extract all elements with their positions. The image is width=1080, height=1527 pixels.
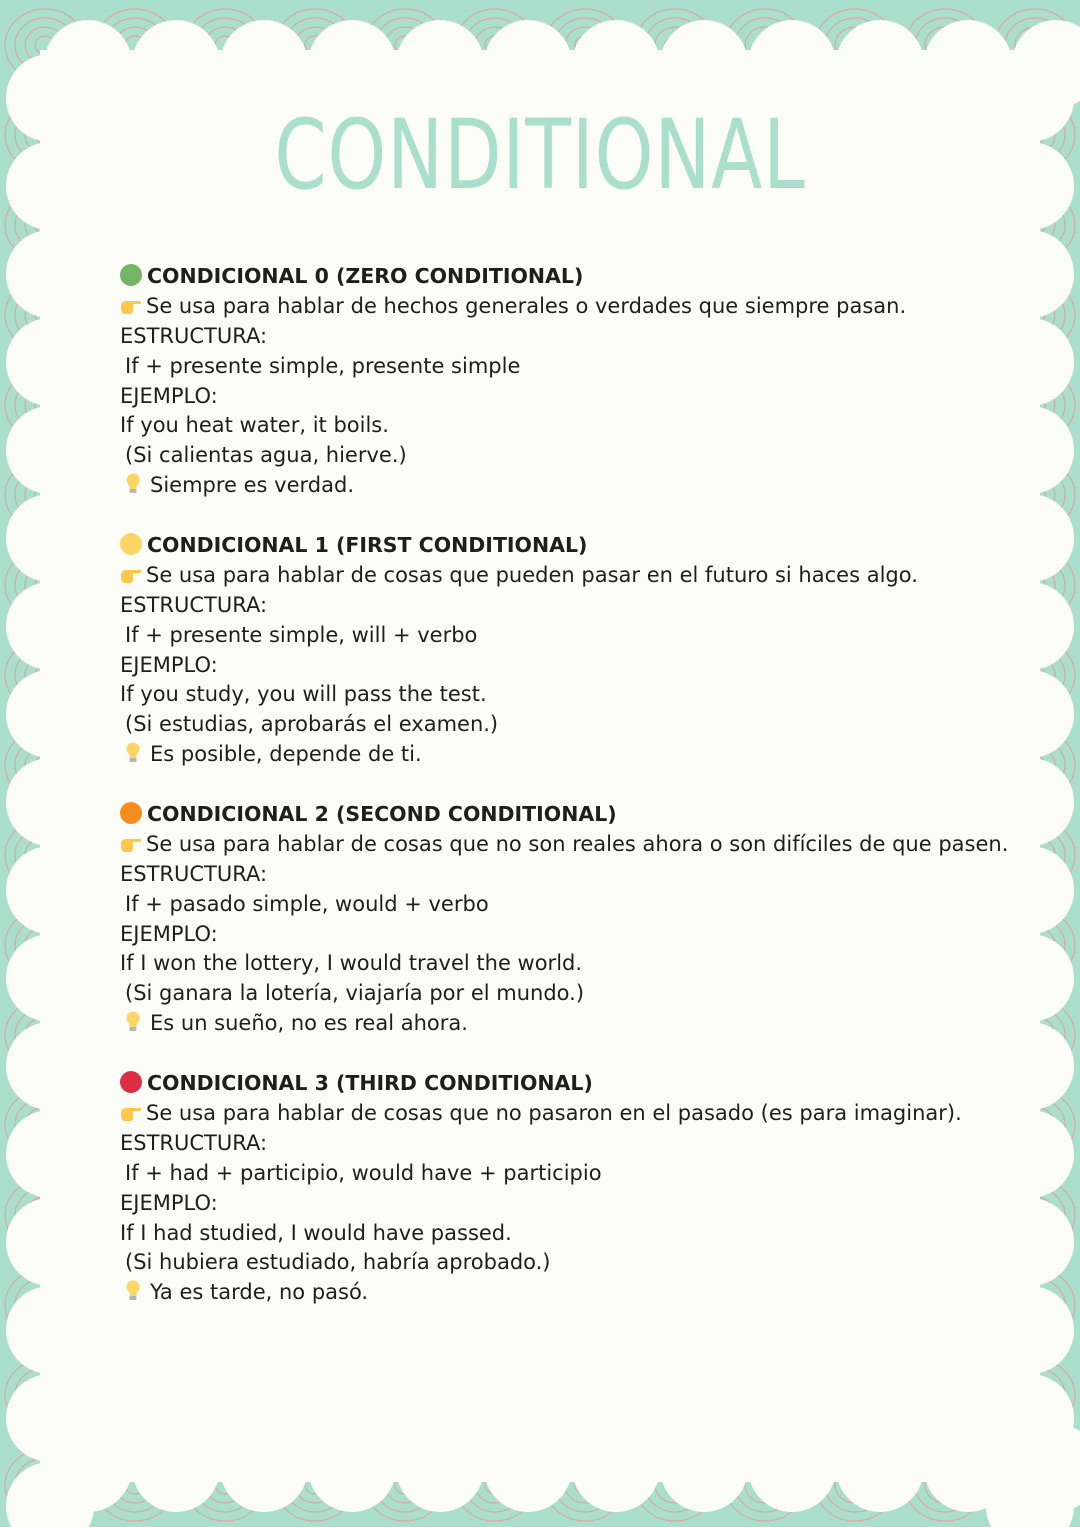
tip-line: Ya es tarde, no pasó.: [120, 1278, 1020, 1308]
example-label: EJEMPLO:: [120, 921, 218, 946]
example-sentence: If I won the lottery, I would travel the world.: [120, 951, 583, 976]
structure-label: ESTRUCTURA:: [120, 861, 268, 886]
section-heading: CONDICIONAL 2 (SECOND CONDITIONAL): [120, 800, 1020, 830]
pointing-hand-icon: [120, 1104, 142, 1122]
tip-line: Es un sueño, no es real ahora.: [120, 1009, 1020, 1039]
structure-formula: If + pasado simple, would + verbo: [125, 891, 489, 916]
usage-line: Se usa para hablar de cosas que no pasaron en el pasado (es para imaginar).: [120, 1099, 1020, 1129]
section-zero-conditional: [120, 262, 1020, 501]
section-second-conditional: [120, 800, 1020, 1039]
structure-label: ESTRUCTURA:: [120, 1130, 268, 1155]
usage-line: Se usa para hablar de hechos generales o verdades que siempre pasan.: [120, 292, 1020, 322]
red-circle-icon: [120, 1071, 142, 1093]
example-sentence: If you study, you will pass the test.: [120, 682, 487, 707]
structure-formula: If + presente simple, will + verbo: [125, 622, 478, 647]
light-bulb-icon: [125, 473, 141, 495]
page-title: CONDITIONAL: [274, 99, 806, 211]
section-third-conditional: [120, 1069, 1020, 1308]
yellow-circle-icon: [120, 533, 142, 555]
orange-circle-icon: [120, 802, 142, 824]
section-heading: CONDICIONAL 0 (ZERO CONDITIONAL): [120, 262, 1020, 292]
conditional-sections: [120, 262, 1020, 1338]
example-translation: (Si calientas agua, hierve.): [125, 443, 407, 468]
example-label: EJEMPLO:: [120, 652, 218, 677]
section-heading: CONDICIONAL 3 (THIRD CONDITIONAL): [120, 1069, 1020, 1099]
structure-label: ESTRUCTURA:: [120, 323, 268, 348]
example-sentence: If you heat water, it boils.: [120, 413, 389, 438]
structure-formula: If + had + participio, would have + participio: [125, 1160, 602, 1185]
section-first-conditional: [120, 531, 1020, 770]
structure-formula: If + presente simple, presente simple: [125, 353, 521, 378]
example-label: EJEMPLO:: [120, 383, 218, 408]
light-bulb-icon: [125, 1011, 141, 1033]
example-translation: (Si estudias, aprobarás el examen.): [125, 712, 499, 737]
usage-line: Se usa para hablar de cosas que no son reales ahora o son difíciles de que pasen.: [120, 830, 1020, 860]
usage-line: Se usa para hablar de cosas que pueden pasar en el futuro si haces algo.: [120, 561, 1020, 591]
structure-label: ESTRUCTURA:: [120, 592, 268, 617]
example-translation: (Si ganara la lotería, viajaría por el mundo.): [125, 981, 585, 1006]
green-circle-icon: [120, 264, 142, 286]
example-translation: (Si hubiera estudiado, habría aprobado.): [125, 1250, 551, 1275]
light-bulb-icon: [125, 742, 141, 764]
example-label: EJEMPLO:: [120, 1190, 218, 1215]
section-heading: CONDICIONAL 1 (FIRST CONDITIONAL): [120, 531, 1020, 561]
example-sentence: If I had studied, I would have passed.: [120, 1220, 512, 1245]
tip-line: Es posible, depende de ti.: [120, 740, 1020, 770]
tip-line: Siempre es verdad.: [120, 471, 1020, 501]
pointing-hand-icon: [120, 297, 142, 315]
pointing-hand-icon: [120, 566, 142, 584]
light-bulb-icon: [125, 1280, 141, 1302]
pointing-hand-icon: [120, 835, 142, 853]
